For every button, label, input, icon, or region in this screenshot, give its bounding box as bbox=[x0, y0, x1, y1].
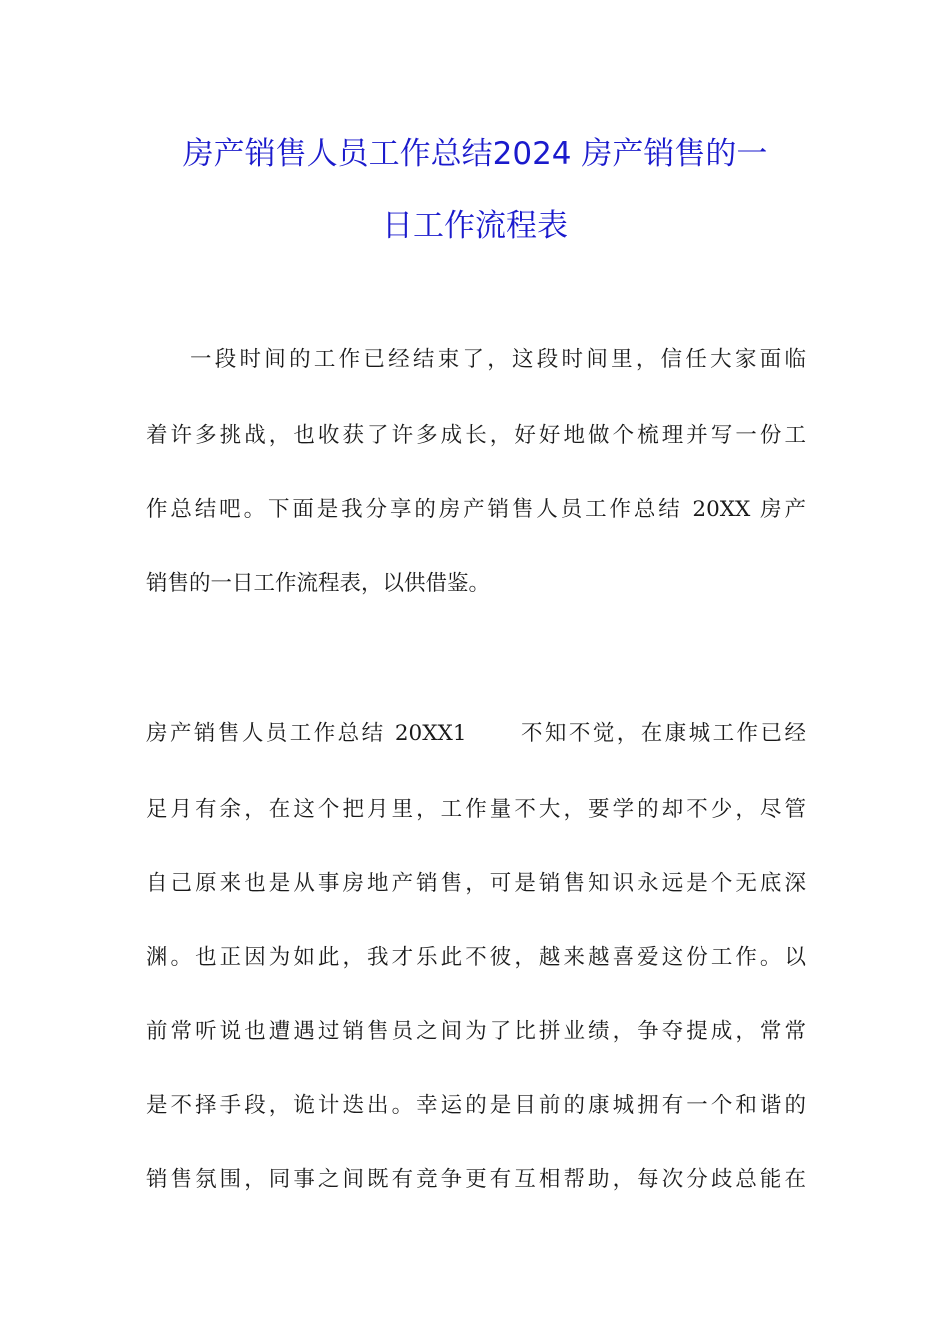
paragraph-line: 渊。也正因为如此，我才乐此不彼，越来越喜爱这份工作。以 bbox=[146, 945, 806, 970]
paragraph-line: 足月有余，在这个把月里，工作量不大，要学的却不少，尽管 bbox=[146, 797, 806, 822]
paragraph-line: 销售的一日工作流程表，以供借鉴。 bbox=[146, 571, 491, 596]
paragraph-line: 是不择手段，诡计迭出。幸运的是目前的康城拥有一个和谐的 bbox=[146, 1093, 806, 1118]
paragraph-line: 着许多挑战，也收获了许多成长，好好地做个梳理并写一份工 bbox=[146, 423, 806, 448]
paragraph-line: 销售氛围，同事之间既有竞争更有互相帮助，每次分歧总能在 bbox=[146, 1167, 806, 1192]
paragraph-line: 一段时间的工作已经结束了，这段时间里，信任大家面临 bbox=[190, 347, 806, 372]
document-title-line-1: 房产销售人员工作总结2024 房产销售的一 bbox=[182, 136, 768, 172]
paragraph-line: 自己原来也是从事房地产销售，可是销售知识永远是个无底深 bbox=[146, 871, 806, 896]
paragraph-line: 作总结吧。下面是我分享的房产销售人员工作总结 20XX 房产 bbox=[146, 497, 806, 522]
section-heading: 房产销售人员工作总结 20XX1 bbox=[146, 721, 467, 746]
document-title-line-2: 日工作流程表 bbox=[382, 208, 568, 244]
paragraph-first-line bbox=[146, 720, 806, 748]
paragraph-line: 前常听说也遭遇过销售员之间为了比拼业绩，争夺提成，常常 bbox=[146, 1019, 806, 1044]
paragraph-first-text: 不知不觉，在康城工作已经 bbox=[518, 721, 806, 746]
